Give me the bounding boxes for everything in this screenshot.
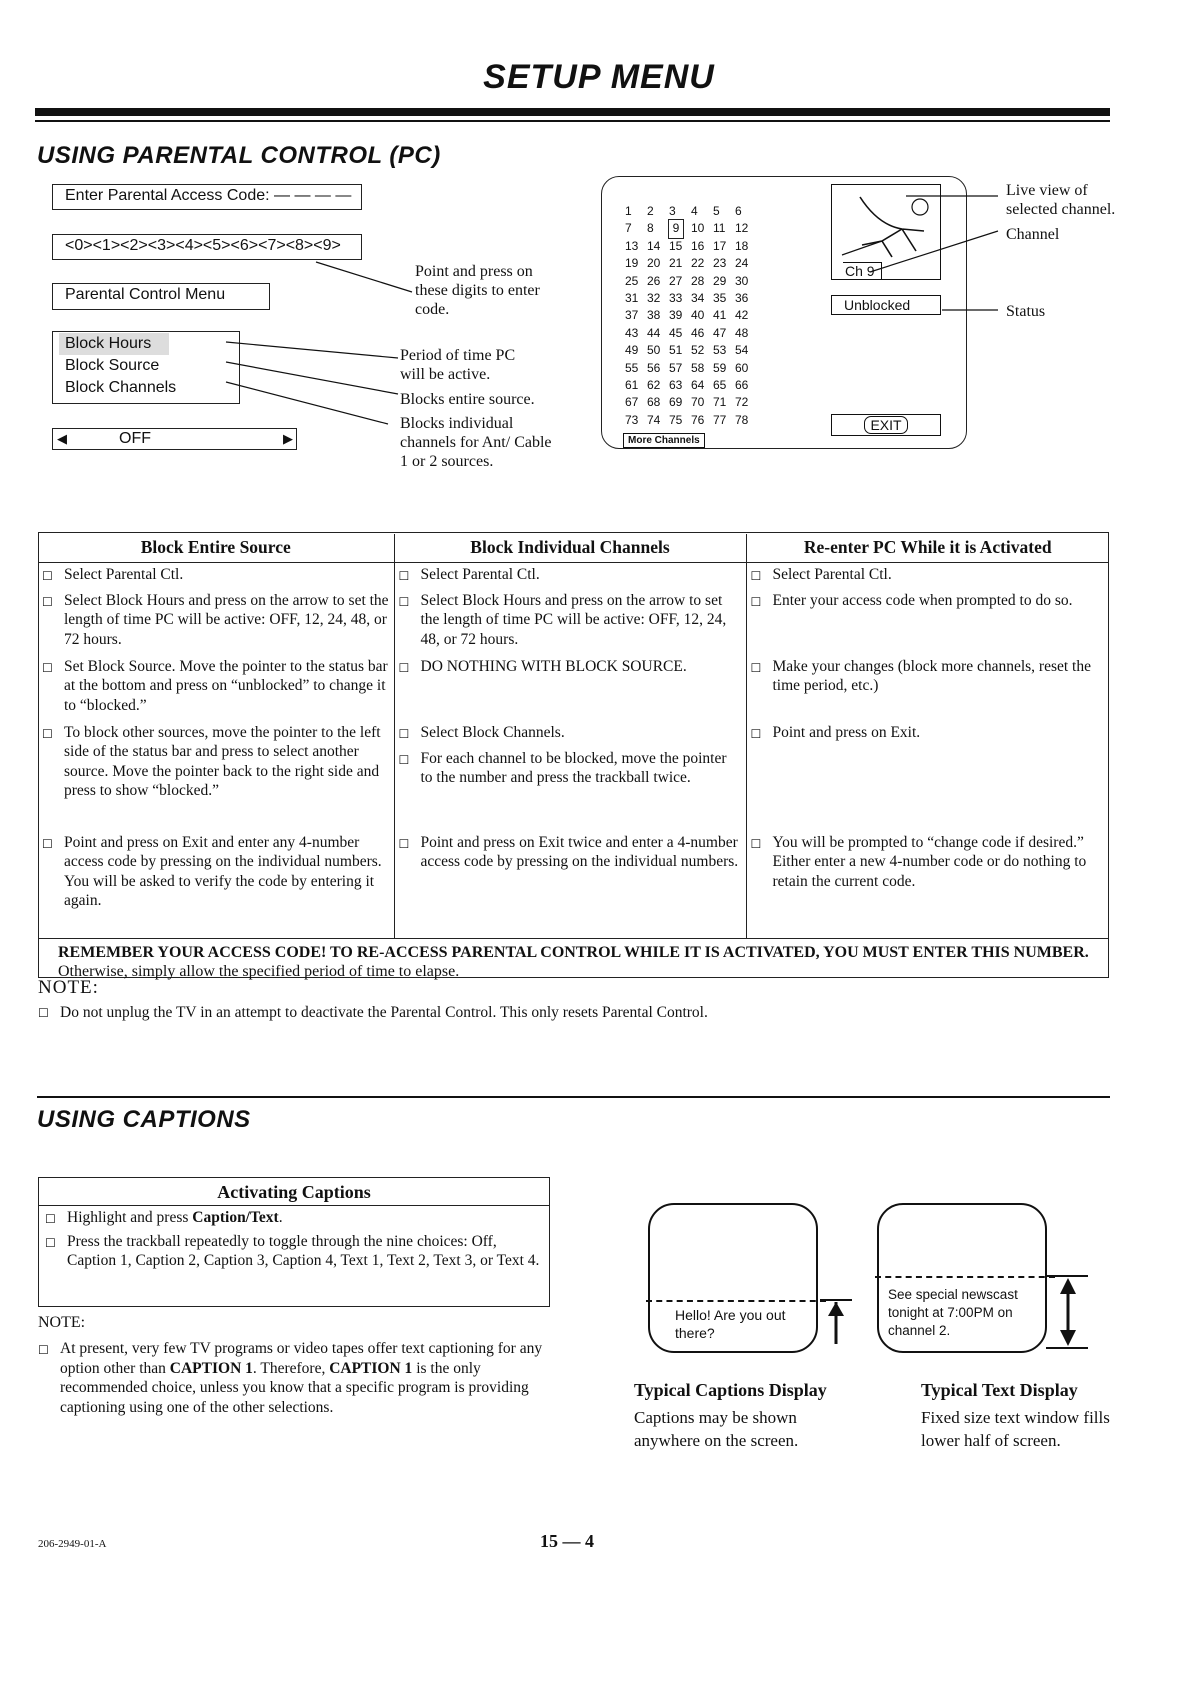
channel-row	[625, 325, 757, 342]
menu-item-block-source[interactable]: Block Source	[65, 357, 160, 374]
channel-number-5[interactable]: 5	[713, 204, 720, 218]
channel-number-43[interactable]: 43	[625, 325, 639, 340]
page-title: SETUP MENU	[483, 58, 715, 96]
channel-number-65[interactable]: 65	[713, 378, 727, 393]
list-item: ☐ Highlight and press Caption/Text.	[45, 1209, 283, 1226]
channel-number-40[interactable]: 40	[691, 308, 705, 323]
channel-number-34[interactable]: 34	[691, 291, 705, 306]
header-block-individual-channels: Block Individual Channels	[394, 534, 746, 562]
channel-number-24[interactable]: 24	[735, 256, 749, 271]
channel-number-37[interactable]: 37	[625, 308, 639, 323]
channel-number-56[interactable]: 56	[647, 360, 661, 375]
channel-number-67[interactable]: 67	[625, 395, 639, 410]
channel-number-77[interactable]: 77	[713, 412, 727, 427]
channel-number-54[interactable]: 54	[735, 343, 749, 358]
channel-number-58[interactable]: 58	[691, 360, 705, 375]
col-block-individual-channels	[394, 562, 746, 938]
status-label[interactable]: Unblocked	[844, 297, 911, 313]
channel-number-3[interactable]: 3	[669, 204, 676, 218]
channel-number-71[interactable]: 71	[713, 395, 727, 410]
channel-number-52[interactable]: 52	[691, 343, 705, 358]
text-display-desc: Fixed size text window fills lower half of screen.	[921, 1408, 1110, 1450]
doc-code: 206-2949-01-A	[38, 1538, 107, 1550]
channel-number-78[interactable]: 78	[735, 412, 749, 427]
list-item: ☐ Point and press on Exit twice and enter a 4-number access code by pressing on the individual numbers.	[398, 833, 739, 870]
channel-number-25[interactable]: 25	[625, 273, 639, 288]
channel-number-4[interactable]: 4	[691, 204, 698, 218]
channel-number-63[interactable]: 63	[669, 378, 683, 393]
list-item: ☐ Point and press on Exit and enter any 4-number access code by pressing on the individual numbers. You will be asked to verify the code by entering it again.	[42, 833, 382, 909]
channel-number-48[interactable]: 48	[735, 325, 749, 340]
channel-number-62[interactable]: 62	[647, 378, 661, 393]
channel-number-13[interactable]: 13	[625, 238, 639, 253]
channel-number-49[interactable]: 49	[625, 343, 639, 358]
note-label: NOTE:	[38, 977, 99, 998]
channel-number-72[interactable]: 72	[735, 395, 749, 410]
channel-row	[625, 377, 757, 394]
steps-table	[38, 534, 1109, 984]
note-text: ☐ Do not unplug the TV in an attempt to deactivate the Parental Control. This only resets Parental Control.	[38, 1004, 708, 1021]
list-item: ☐ DO NOTHING WITH BLOCK SOURCE.	[398, 657, 687, 675]
note-text-2: ☐ At present, very few TV programs or video tapes offer text captioning for any option other than CAPTION 1. Therefore, CAPTION 1 is the only recommended choice, unless you know that a specific program is providing captioning using one of the other selections.	[38, 1340, 543, 1416]
text-screen-text: See special newscast tonight at 7:00PM on channel 2.	[888, 1287, 1018, 1338]
list-item: ☐ Select Parental Ctl.	[398, 565, 540, 583]
list-item: ☐ Select Block Channels.	[398, 723, 565, 741]
more-channels-button[interactable]: More Channels	[623, 433, 705, 448]
activating-captions-box	[38, 1177, 550, 1307]
channel-number-59[interactable]: 59	[713, 360, 727, 375]
callout-live-view: Live view of selected channel.	[1006, 182, 1116, 218]
callout-blocks-entire: Blocks entire source.	[400, 391, 535, 408]
channel-number-7[interactable]: 7	[625, 221, 632, 236]
channel-number-9[interactable]: 9	[669, 220, 683, 237]
channel-number-6[interactable]: 6	[735, 204, 742, 218]
channel-number-1[interactable]: 1	[625, 204, 632, 218]
channel-number-38[interactable]: 38	[647, 308, 661, 323]
channel-number-70[interactable]: 70	[691, 395, 705, 410]
activating-captions-title: Activating Captions	[39, 1178, 549, 1206]
channel-number-10[interactable]: 10	[691, 221, 705, 236]
digits-text[interactable]: <0><1><2><3><4><5><6><7><8><9>	[65, 237, 341, 254]
channel-row	[625, 220, 757, 237]
channel-number-41[interactable]: 41	[713, 308, 727, 323]
channel-row	[625, 307, 757, 324]
callout-blocks-individual: Blocks individual channels for Ant/ Cable 1 or 2 sources.	[400, 415, 552, 470]
note-label-2: NOTE:	[38, 1314, 86, 1331]
captions-screen-text: Hello! Are you out there?	[675, 1307, 786, 1341]
page-number: 15 — 4	[540, 1531, 594, 1551]
channel-row	[625, 255, 757, 272]
channel-number-76[interactable]: 76	[691, 412, 705, 427]
col-block-entire-source	[38, 562, 394, 938]
header-reenter-pc: Re-enter PC While it is Activated	[746, 534, 1109, 562]
list-item: ☐ You will be prompted to “change code if desired.” Either enter a new 4-number code or do nothing to retain the current code.	[750, 833, 1087, 890]
list-item: ☐ Select Parental Ctl.	[42, 565, 184, 583]
channel-number-15[interactable]: 15	[669, 238, 683, 253]
channel-number-20[interactable]: 20	[647, 256, 661, 271]
channel-number-32[interactable]: 32	[647, 291, 661, 306]
menu-item-block-channels[interactable]: Block Channels	[65, 379, 177, 396]
channel-number-64[interactable]: 64	[691, 378, 705, 393]
section-heading-parental: USING PARENTAL CONTROL (PC)	[37, 142, 441, 169]
callout-channel: Channel	[1006, 226, 1060, 243]
channel-number-30[interactable]: 30	[735, 273, 749, 288]
menu-item-block-hours[interactable]: Block Hours	[59, 333, 169, 355]
channel-number-73[interactable]: 73	[625, 412, 639, 427]
list-item: ☐ Select Block Hours and press on the arrow to set the length of time PC will be active: OFF, 12, 24, 48, or 72 hours.	[42, 591, 389, 648]
channel-number-28[interactable]: 28	[691, 273, 705, 288]
channel-number-12[interactable]: 12	[735, 221, 749, 236]
channel-label: Ch 9	[843, 262, 882, 280]
channel-number-23[interactable]: 23	[713, 256, 727, 271]
col-reenter-pc	[746, 562, 1109, 938]
channel-number-50[interactable]: 50	[647, 343, 661, 358]
channel-number-36[interactable]: 36	[735, 291, 749, 306]
section-heading-captions: USING CAPTIONS	[37, 1106, 251, 1133]
list-item: ☐ Enter your access code when prompted to do so.	[750, 591, 1073, 609]
captions-display-desc: Captions may be shown anywhere on the screen.	[634, 1408, 799, 1450]
channel-number-31[interactable]: 31	[625, 291, 639, 306]
channel-number-35[interactable]: 35	[713, 291, 727, 306]
channel-number-68[interactable]: 68	[647, 395, 661, 410]
right-arrow-icon[interactable]: ▶	[283, 431, 293, 446]
channel-row	[625, 290, 757, 307]
channel-number-46[interactable]: 46	[691, 325, 705, 340]
channel-row	[625, 203, 757, 220]
enter-code-text: Enter Parental Access Code: — — — —	[65, 187, 352, 204]
channel-number-19[interactable]: 19	[625, 256, 639, 271]
channel-number-14[interactable]: 14	[647, 238, 661, 253]
text-window-arrow-icon	[1044, 1272, 1092, 1352]
channel-leader-lines	[850, 176, 1010, 336]
channel-number-61[interactable]: 61	[625, 378, 639, 393]
channel-number-27[interactable]: 27	[669, 273, 683, 288]
channel-grid[interactable]	[625, 203, 757, 429]
text-display-title: Typical Text Display	[921, 1380, 1078, 1400]
channel-number-42[interactable]: 42	[735, 308, 749, 323]
channel-number-66[interactable]: 66	[735, 378, 749, 393]
list-item: ☐ Make your changes (block more channels, reset the time period, etc.)	[750, 657, 1091, 694]
header-block-entire-source: Block Entire Source	[38, 534, 394, 562]
left-arrow-icon[interactable]: ◀	[57, 431, 67, 446]
channel-number-29[interactable]: 29	[713, 273, 727, 288]
channel-row	[625, 273, 757, 290]
list-item: ☐ Select Block Hours and press on the arrow to set the length of time PC will be active: OFF, 12, 24, 48, or 72 hours.	[398, 591, 727, 648]
channel-number-51[interactable]: 51	[669, 343, 683, 358]
off-value: OFF	[119, 430, 151, 447]
exit-button-frame[interactable]	[831, 414, 941, 436]
channel-number-22[interactable]: 22	[691, 256, 705, 271]
list-item: ☐ To block other sources, move the pointer to the left side of the status bar and press to select another source. Move the pointer back to the right side and press to show “blocked.”	[42, 723, 381, 799]
captions-dashed-line	[646, 1300, 826, 1302]
channel-number-17[interactable]: 17	[713, 238, 727, 253]
callout-status: Status	[1006, 303, 1046, 320]
channel-number-18[interactable]: 18	[735, 238, 749, 253]
text-dashed-line	[875, 1276, 1055, 1278]
channel-number-45[interactable]: 45	[669, 325, 683, 340]
channel-row	[625, 238, 757, 255]
callout-point-press: Point and press on these digits to enter code.	[415, 263, 540, 318]
channel-number-2[interactable]: 2	[647, 204, 654, 218]
channel-number-55[interactable]: 55	[625, 360, 639, 375]
remember-rest: Otherwise, simply allow the specified period of time to elapse.	[58, 962, 460, 980]
list-item: ☐ For each channel to be blocked, move the pointer to the number and press the trackball twice.	[398, 749, 727, 786]
channel-row	[625, 342, 757, 359]
channel-row	[625, 412, 757, 429]
channel-number-8[interactable]: 8	[647, 221, 654, 236]
exit-button[interactable]: EXIT	[864, 416, 907, 434]
parental-menu-title: Parental Control Menu	[65, 286, 226, 303]
channel-row	[625, 394, 757, 411]
callout-period: Period of time PC will be active.	[400, 347, 516, 383]
channel-number-47[interactable]: 47	[713, 325, 727, 340]
remember-note	[38, 938, 1109, 984]
channel-number-11[interactable]: 11	[713, 221, 726, 236]
channel-number-16[interactable]: 16	[691, 238, 705, 253]
channel-number-75[interactable]: 75	[669, 412, 683, 427]
channel-number-26[interactable]: 26	[647, 273, 661, 288]
remember-bold: REMEMBER YOUR ACCESS CODE! TO RE-ACCESS PARENTAL CONTROL WHILE IT IS ACTIVATED, YOU MUST ENTER THIS NUMBER.	[58, 943, 1089, 961]
section-divider	[37, 1096, 1110, 1098]
channel-number-44[interactable]: 44	[647, 325, 661, 340]
list-item: ☐ Select Parental Ctl.	[750, 565, 892, 583]
channel-number-74[interactable]: 74	[647, 412, 661, 427]
channel-number-39[interactable]: 39	[669, 308, 683, 323]
captions-arrow-icon	[816, 1296, 856, 1348]
captions-display-title: Typical Captions Display	[634, 1380, 827, 1400]
channel-number-21[interactable]: 21	[669, 256, 683, 271]
channel-number-57[interactable]: 57	[669, 360, 683, 375]
channel-number-69[interactable]: 69	[669, 395, 683, 410]
channel-number-53[interactable]: 53	[713, 343, 727, 358]
list-item: ☐ Press the trackball repeatedly to toggle through the nine choices: Off, Caption 1, Caption 2, Caption 3, Caption 4, Text 1, Text 2, Text 3, or Text 4.	[45, 1232, 540, 1269]
channel-number-60[interactable]: 60	[735, 360, 749, 375]
list-item: ☐ Set Block Source. Move the pointer to the status bar at the bottom and press on “unblocked” to change it to “blocked.”	[42, 657, 388, 714]
channel-row	[625, 360, 757, 377]
list-item: ☐ Point and press on Exit.	[750, 723, 921, 741]
channel-number-33[interactable]: 33	[669, 291, 683, 306]
